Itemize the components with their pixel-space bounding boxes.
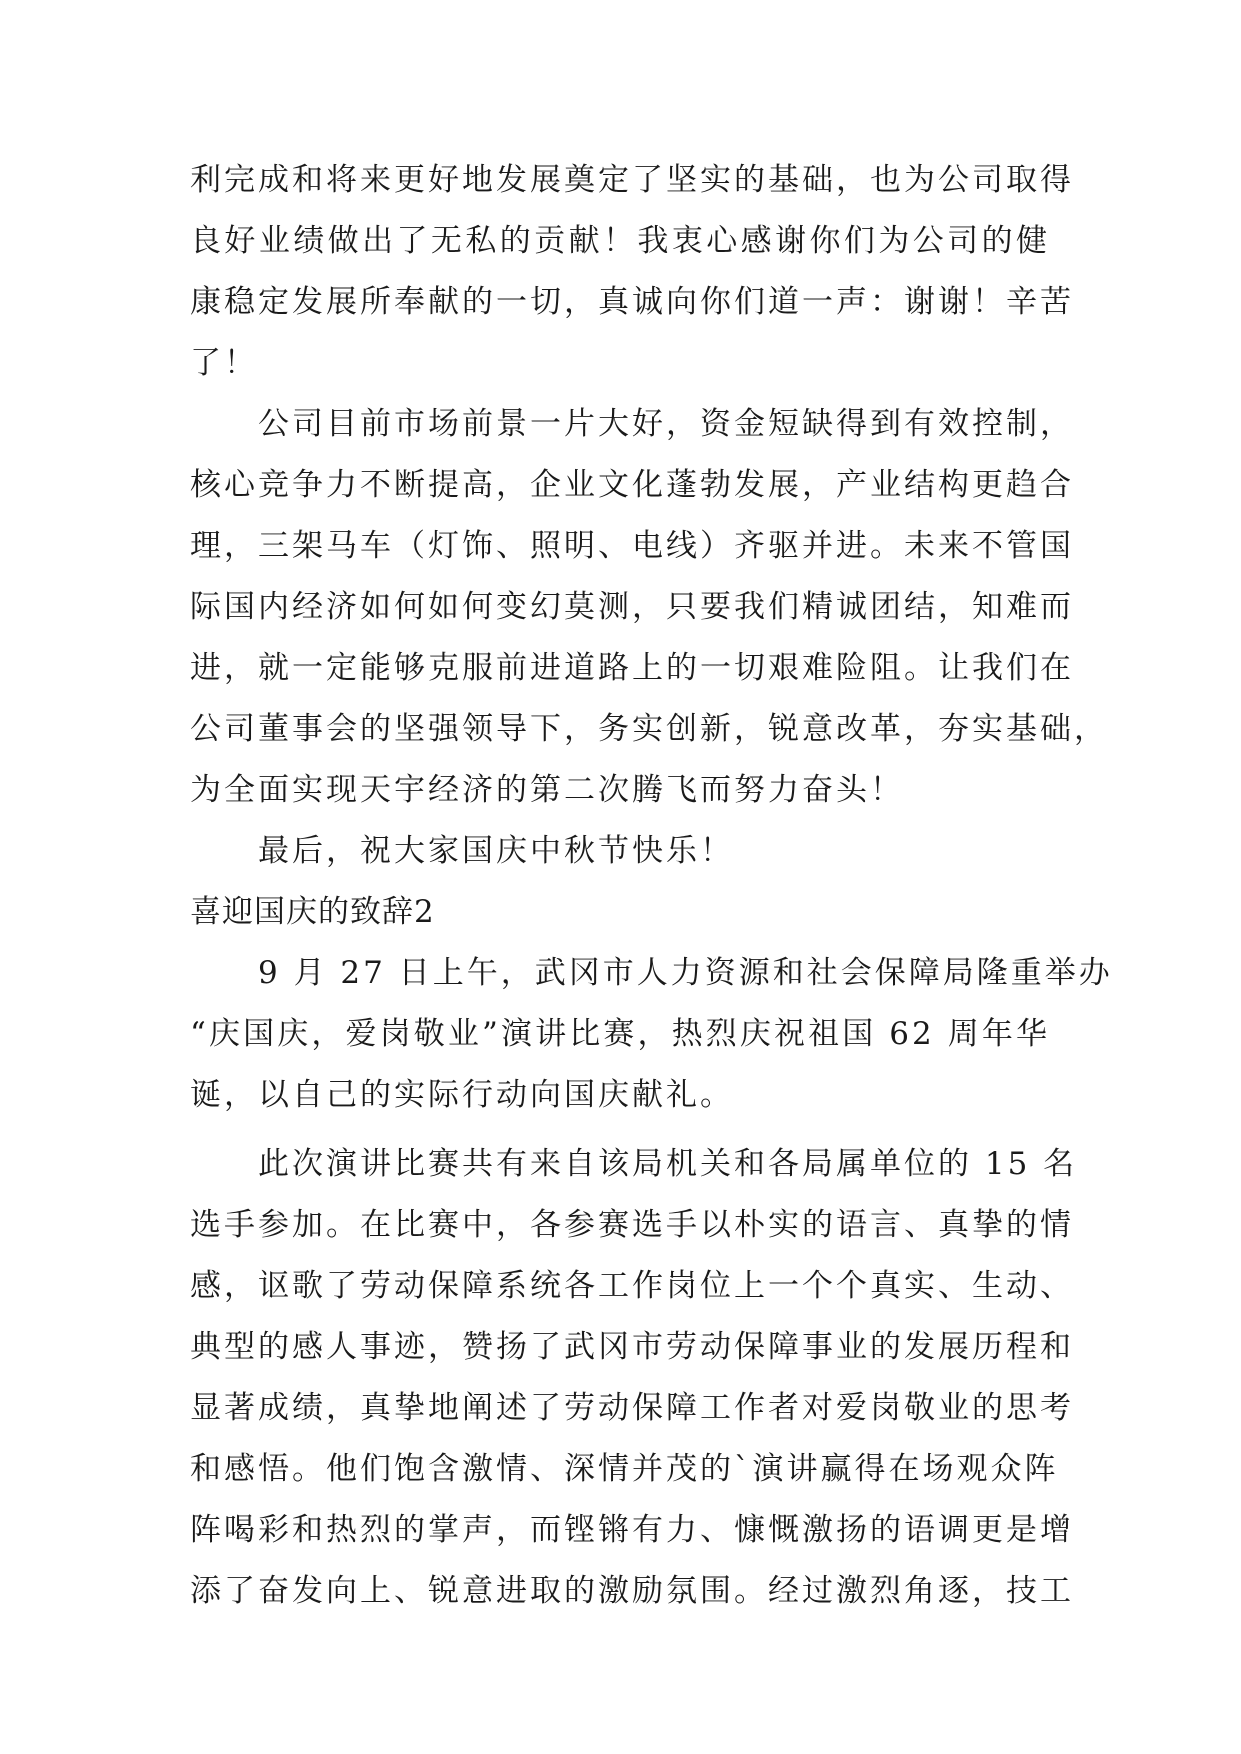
text-line: 9 月 27 日上午，武冈市人力资源和社会保障局隆重举办	[258, 955, 1113, 991]
paragraph-5	[190, 1134, 1078, 1622]
text-line: 核心竞争力不断提高，企业文化蓬勃发展，产业结构更趋合	[190, 467, 1074, 503]
text-line: 公司目前市场前景一片大好，资金短缺得到有效控制，	[258, 406, 1074, 442]
text-line: 典型的感人事迹，赞扬了武冈市劳动保障事业的发展历程和	[190, 1329, 1074, 1365]
text-line: “庆国庆，爱岗敬业”演讲比赛，热烈庆祝祖国 62 周年华	[190, 1016, 1050, 1052]
text-line: 选手参加。在比赛中，各参赛选手以朴实的语言、真挚的情	[190, 1207, 1074, 1243]
text-line: 感，讴歌了劳动保障系统各工作岗位上一个个真实、生动、	[190, 1268, 1074, 1304]
text-line: 良好业绩做出了无私的贡献！我衷心感谢你们为公司的健	[190, 223, 1050, 259]
text-line: 公司董事会的坚强领导下，务实创新，锐意改革，夯实基础，	[190, 711, 1108, 747]
text-line: 进，就一定能够克服前进道路上的一切艰难险阻。让我们在	[190, 650, 1074, 686]
text-line: 际国内经济如何如何变幻莫测，只要我们精诚团结，知难而	[190, 589, 1074, 625]
text-line: 了！	[190, 345, 258, 381]
text-line: 利完成和将来更好地发展奠定了坚实的基础，也为公司取得	[190, 162, 1074, 198]
section-heading: 喜迎国庆的致辞2	[190, 894, 435, 930]
text-line: 诞，以自己的实际行动向国庆献礼。	[190, 1077, 734, 1113]
text-line: 最后，祝大家国庆中秋节快乐！	[258, 833, 734, 869]
paragraph-3	[190, 821, 1050, 882]
document-page	[190, 150, 1113, 1622]
paragraph-2	[190, 394, 1108, 821]
text-line: 阵喝彩和热烈的掌声，而铿锵有力、慷慨激扬的语调更是增	[190, 1512, 1074, 1548]
paragraph-1	[190, 150, 1074, 394]
paragraph-4	[190, 943, 1113, 1126]
text-line: 为全面实现天宇经济的第二次腾飞而努力奋头！	[190, 772, 904, 808]
text-line: 理，三架马车（灯饰、照明、电线）齐驱并进。未来不管国	[190, 528, 1074, 564]
text-line: 和感悟。他们饱含激情、深情并茂的`演讲赢得在场观众阵	[190, 1451, 1059, 1487]
text-line: 添了奋发向上、锐意进取的激励氛围。经过激烈角逐，技工	[190, 1573, 1074, 1609]
text-line: 此次演讲比赛共有来自该局机关和各局属单位的 15 名	[258, 1146, 1078, 1182]
text-line: 康稳定发展所奉献的一切，真诚向你们道一声：谢谢！辛苦	[190, 284, 1074, 320]
text-line: 显著成绩，真挚地阐述了劳动保障工作者对爱岗敬业的思考	[190, 1390, 1074, 1426]
